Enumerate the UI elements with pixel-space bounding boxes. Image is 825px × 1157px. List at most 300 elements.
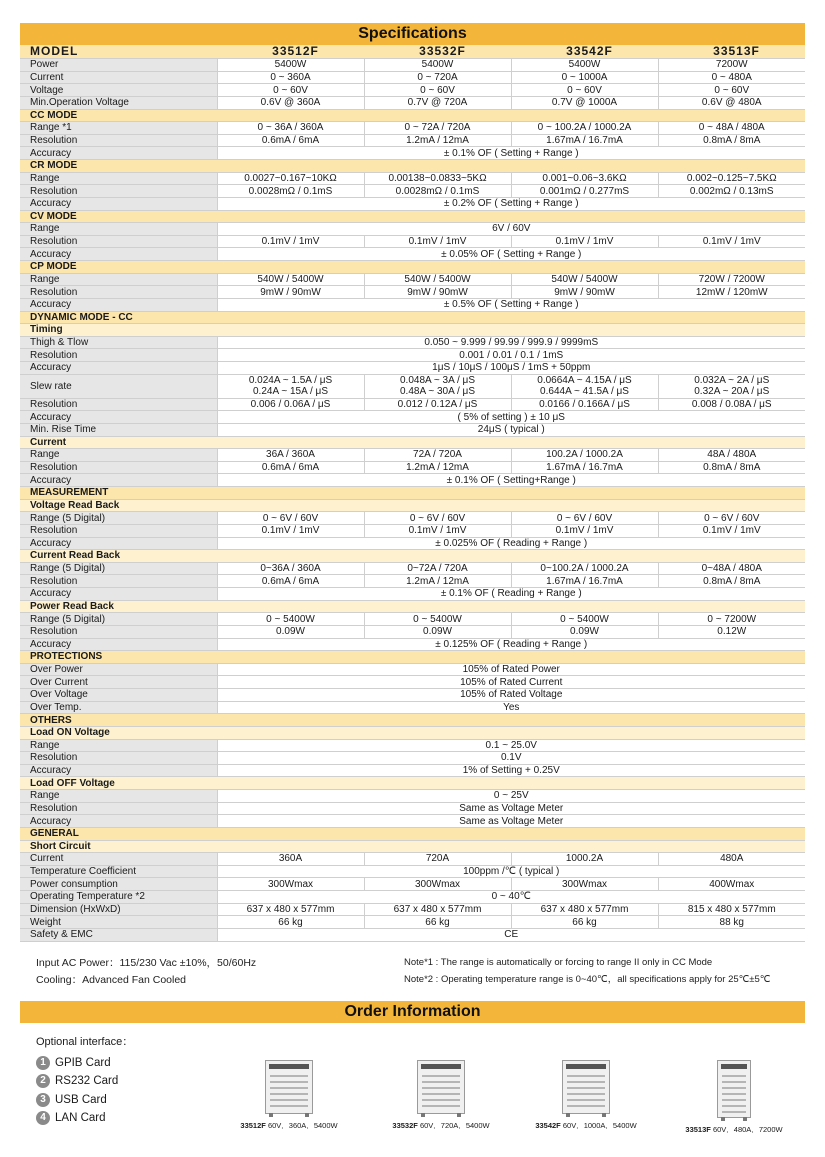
- spec-value: 0 ~ 5400W: [217, 613, 364, 626]
- spec-row-over-current: [20, 676, 805, 689]
- spec-value: 0.1mV / 1mV: [217, 524, 364, 537]
- spec-value: 0 ~ 40℃: [217, 891, 805, 904]
- spec-value: Same as Voltage Meter: [217, 815, 805, 828]
- spec-row-accuracy: [20, 298, 805, 311]
- spec-label: Resolution: [20, 349, 217, 362]
- subsection-header-current: [20, 436, 805, 449]
- spec-value: 0.1 ~ 25.0V: [217, 739, 805, 752]
- spec-value: 0.00138~0.0833~5KΩ: [364, 172, 511, 185]
- spec-label: Range: [20, 449, 217, 462]
- spec-row-accuracy: [20, 474, 805, 487]
- spec-value: 24μS ( typical ): [217, 423, 805, 436]
- spec-label: Range: [20, 790, 217, 803]
- spec-row-range: [20, 223, 805, 236]
- footnote-2: Note*2 : Operating temperature range is 0~40℃，all specifications apply for 25℃±5℃: [404, 973, 771, 985]
- spec-row-thigh-tlow: [20, 336, 805, 349]
- spec-label: Resolution: [20, 625, 217, 638]
- section-label: Timing: [20, 324, 805, 337]
- spec-value: 540W / 5400W: [364, 273, 511, 286]
- spec-value: 0.002~0.125~7.5KΩ: [658, 172, 805, 185]
- footnotes: [404, 955, 770, 988]
- spec-value: 0 ~ 6V / 60V: [217, 512, 364, 525]
- spec-label: Current: [20, 853, 217, 866]
- spec-label: Accuracy: [20, 248, 217, 261]
- spec-value-line: 0.048A ~ 3A / μS: [400, 375, 475, 387]
- spec-row-temperature-coefficient: [20, 865, 805, 878]
- spec-value: 5400W: [217, 59, 364, 72]
- spec-value: 0 ~ 48A / 480A: [658, 122, 805, 135]
- spec-label: Dimension (HxWxD): [20, 903, 217, 916]
- spec-value-line: 0.0664A ~ 4.15A / μS: [537, 375, 632, 387]
- spec-value: 540W / 5400W: [511, 273, 658, 286]
- spec-value: 0.006 / 0.06A / μS: [217, 398, 364, 411]
- optional-item-lan: [36, 1109, 118, 1127]
- spec-value: 0.09W: [217, 625, 364, 638]
- spec-value: 0 ~ 25V: [217, 790, 805, 803]
- spec-label: Accuracy: [20, 197, 217, 210]
- spec-label: Range (5 Digital): [20, 512, 217, 525]
- section-header-cc-mode: [20, 109, 805, 122]
- spec-label: Slew rate: [20, 374, 217, 398]
- optional-item-usb: [36, 1091, 118, 1109]
- spec-label: Weight: [20, 916, 217, 929]
- optional-item-label: LAN Card: [55, 1112, 106, 1125]
- spec-value: 0.8mA / 8mA: [658, 134, 805, 147]
- spec-value: 0.1mV / 1mV: [217, 235, 364, 248]
- specifications-body: [20, 45, 805, 941]
- product-33542f: [511, 1060, 661, 1131]
- spec-value: ± 0.1% OF ( Reading + Range ): [217, 588, 805, 601]
- model-header-row: [20, 45, 805, 59]
- product-model: 33513F: [685, 1125, 711, 1134]
- product-caption: [659, 1124, 809, 1135]
- spec-value: 6V / 60V: [217, 223, 805, 236]
- spec-value: 0.001mΩ / 0.277mS: [511, 185, 658, 198]
- spec-value: 66 kg: [511, 916, 658, 929]
- product-caption: [366, 1120, 516, 1131]
- spec-value: 1μS / 10μS / 100μS / 1mS + 50ppm: [217, 362, 805, 375]
- spec-label: Resolution: [20, 235, 217, 248]
- section-header-general: [20, 827, 805, 840]
- product-spec: 60V．720A．5400W: [419, 1121, 490, 1130]
- spec-label: Over Current: [20, 676, 217, 689]
- spec-label: Range (5 Digital): [20, 562, 217, 575]
- electronic-load-image: [265, 1060, 313, 1114]
- spec-value: 0.0028mΩ / 0.1mS: [217, 185, 364, 198]
- spec-label: Accuracy: [20, 298, 217, 311]
- section-label: Power Read Back: [20, 600, 805, 613]
- spec-row-resolution: [20, 802, 805, 815]
- spec-row-resolution: [20, 524, 805, 537]
- spec-value: 0 ~ 60V: [658, 84, 805, 97]
- spec-row-power-consumption: [20, 878, 805, 891]
- section-header-cr-mode: [20, 160, 805, 173]
- optional-item-label: USB Card: [55, 1093, 107, 1106]
- section-label: Current: [20, 436, 805, 449]
- spec-value: 0.001~0.06~3.6KΩ: [511, 172, 658, 185]
- spec-value: 1.67mA / 16.7mA: [511, 134, 658, 147]
- spec-value: 0.008 / 0.08A / μS: [658, 398, 805, 411]
- spec-value: 360A: [217, 853, 364, 866]
- spec-value: 0.09W: [511, 625, 658, 638]
- spec-value: 300Wmax: [217, 878, 364, 891]
- spec-value: 9mW / 90mW: [364, 286, 511, 299]
- section-label: Voltage Read Back: [20, 499, 805, 512]
- spec-value: 105% of Rated Power: [217, 663, 805, 676]
- spec-value: 0 ~ 100.2A / 1000.2A: [511, 122, 658, 135]
- model-header-label: MODEL: [20, 45, 217, 59]
- section-label: DYNAMIC MODE - CC: [20, 311, 805, 324]
- spec-label: Current: [20, 71, 217, 84]
- product-spec: 60V．360A．5400W: [267, 1121, 338, 1130]
- spec-value: 0.1mV / 1mV: [511, 235, 658, 248]
- spec-row-accuracy: [20, 638, 805, 651]
- subsection-header-voltage-read-back: [20, 499, 805, 512]
- number-badge-icon: 2: [36, 1074, 50, 1088]
- spec-value: 0.7V @ 720A: [364, 96, 511, 109]
- spec-row-range: [20, 739, 805, 752]
- product-33532f: [366, 1060, 516, 1131]
- spec-row-dimension-hxwxd: [20, 903, 805, 916]
- spec-value-line: 0.24A ~ 15A / μS: [253, 386, 328, 398]
- spec-row-resolution: [20, 185, 805, 198]
- spec-value: 0 ~ 5400W: [511, 613, 658, 626]
- spec-row-voltage: [20, 84, 805, 97]
- spec-value: 0~72A / 720A: [364, 562, 511, 575]
- spec-row-resolution: [20, 398, 805, 411]
- spec-value: 9mW / 90mW: [511, 286, 658, 299]
- spec-value: 0.001 / 0.01 / 0.1 / 1mS: [217, 349, 805, 362]
- product-caption: [511, 1120, 661, 1131]
- spec-value: 66 kg: [364, 916, 511, 929]
- spec-value: 0 ~ 72A / 720A: [364, 122, 511, 135]
- spec-value: 0.8mA / 8mA: [658, 461, 805, 474]
- section-label: Short Circuit: [20, 840, 805, 853]
- spec-label: Accuracy: [20, 537, 217, 550]
- spec-label: Resolution: [20, 134, 217, 147]
- section-header-protections: [20, 651, 805, 664]
- spec-value: Yes: [217, 701, 805, 714]
- spec-value: ± 0.05% OF ( Setting + Range ): [217, 248, 805, 261]
- spec-value: ± 0.1% OF ( Setting+Range ): [217, 474, 805, 487]
- spec-value: 637 x 480 x 577mm: [511, 903, 658, 916]
- spec-row-resolution: [20, 625, 805, 638]
- spec-label: Power consumption: [20, 878, 217, 891]
- spec-row-range: [20, 790, 805, 803]
- spec-value: 36A / 360A: [217, 449, 364, 462]
- spec-row-weight: [20, 916, 805, 929]
- spec-row-safety-emc: [20, 928, 805, 941]
- spec-row-accuracy: [20, 147, 805, 160]
- spec-value: [217, 374, 364, 398]
- number-badge-icon: 4: [36, 1111, 50, 1125]
- spec-value: 0.0028mΩ / 0.1mS: [364, 185, 511, 198]
- spec-row-resolution: [20, 752, 805, 765]
- spec-value: 72A / 720A: [364, 449, 511, 462]
- spec-label: Accuracy: [20, 362, 217, 375]
- section-header-dynamic-mode-cc: [20, 311, 805, 324]
- spec-value: 0.012 / 0.12A / μS: [364, 398, 511, 411]
- optional-item-gpib: [36, 1054, 118, 1072]
- spec-label: Accuracy: [20, 638, 217, 651]
- spec-value: 0.0166 / 0.166A / μS: [511, 398, 658, 411]
- spec-value: 720W / 7200W: [658, 273, 805, 286]
- section-label: CC MODE: [20, 109, 805, 122]
- spec-label: Accuracy: [20, 815, 217, 828]
- spec-row-accuracy: [20, 248, 805, 261]
- spec-value: 0.6mA / 6mA: [217, 575, 364, 588]
- spec-label: Accuracy: [20, 147, 217, 160]
- spec-value: 0.1mV / 1mV: [364, 235, 511, 248]
- cooling-note: Cooling：Advanced Fan Cooled: [36, 973, 187, 986]
- spec-label: Over Voltage: [20, 689, 217, 702]
- spec-value: 0~100.2A / 1000.2A: [511, 562, 658, 575]
- spec-value-line: 0.032A ~ 2A / μS: [694, 375, 770, 387]
- spec-value: [364, 374, 511, 398]
- spec-row-current: [20, 853, 805, 866]
- spec-value: 1000.2A: [511, 853, 658, 866]
- spec-value-line: 0.644A ~ 41.5A / μS: [540, 386, 629, 398]
- spec-label: Temperature Coefficient: [20, 865, 217, 878]
- spec-value: 637 x 480 x 577mm: [364, 903, 511, 916]
- spec-row-range-5-digital: [20, 512, 805, 525]
- optional-item-label: GPIB Card: [55, 1057, 111, 1070]
- spec-value: 0.0027~0.167~10KΩ: [217, 172, 364, 185]
- power-cooling-notes: [36, 955, 256, 988]
- spec-label: Accuracy: [20, 588, 217, 601]
- spec-value: 66 kg: [217, 916, 364, 929]
- spec-value: 0.002mΩ / 0.13mS: [658, 185, 805, 198]
- optional-interface-heading: Optional interface：: [36, 1036, 134, 1048]
- spec-value: ± 0.5% OF ( Setting + Range ): [217, 298, 805, 311]
- spec-value: 815 x 480 x 577mm: [658, 903, 805, 916]
- product-model: 33532F: [392, 1121, 418, 1130]
- spec-label: Resolution: [20, 752, 217, 765]
- spec-row-accuracy: [20, 815, 805, 828]
- spec-row-over-temp: [20, 701, 805, 714]
- spec-value: 48A / 480A: [658, 449, 805, 462]
- model-header-33512f: 33512F: [217, 45, 364, 59]
- spec-row-accuracy: [20, 411, 805, 424]
- spec-row-resolution: [20, 349, 805, 362]
- spec-value: 0.09W: [364, 625, 511, 638]
- section-label: OTHERS: [20, 714, 805, 727]
- spec-label: Range: [20, 273, 217, 286]
- spec-row-resolution: [20, 134, 805, 147]
- spec-row-accuracy: [20, 362, 805, 375]
- spec-value: 0.1mV / 1mV: [511, 524, 658, 537]
- spec-label: Power: [20, 59, 217, 72]
- spec-value: Same as Voltage Meter: [217, 802, 805, 815]
- spec-value: 0.1mV / 1mV: [658, 235, 805, 248]
- spec-value: 480A: [658, 853, 805, 866]
- spec-value: 100ppm /℃ ( typical ): [217, 865, 805, 878]
- product-model: 33542F: [535, 1121, 561, 1130]
- spec-value: 105% of Rated Voltage: [217, 689, 805, 702]
- spec-value: 0~48A / 480A: [658, 562, 805, 575]
- product-model: 33512F: [240, 1121, 266, 1130]
- spec-value: 0.12W: [658, 625, 805, 638]
- spec-row-range: [20, 273, 805, 286]
- spec-value: 0.1V: [217, 752, 805, 765]
- spec-value: 5400W: [511, 59, 658, 72]
- section-label: GENERAL: [20, 827, 805, 840]
- spec-label: Resolution: [20, 461, 217, 474]
- section-label: Current Read Back: [20, 550, 805, 563]
- subsection-header-current-read-back: [20, 550, 805, 563]
- spec-label: Voltage: [20, 84, 217, 97]
- spec-value: 637 x 480 x 577mm: [217, 903, 364, 916]
- spec-label: Resolution: [20, 524, 217, 537]
- model-header-33513f: 33513F: [658, 45, 805, 59]
- subsection-header-short-circuit: [20, 840, 805, 853]
- spec-value: 9mW / 90mW: [217, 286, 364, 299]
- spec-value: [511, 374, 658, 398]
- spec-label: Accuracy: [20, 474, 217, 487]
- subsection-header-power-read-back: [20, 600, 805, 613]
- section-header-measurement: [20, 487, 805, 500]
- electronic-load-image: [562, 1060, 610, 1114]
- spec-label: Over Temp.: [20, 701, 217, 714]
- specifications-table: [20, 45, 805, 942]
- spec-row-range-1: [20, 122, 805, 135]
- spec-row-resolution: [20, 575, 805, 588]
- spec-row-over-power: [20, 663, 805, 676]
- spec-label: Resolution: [20, 398, 217, 411]
- spec-value: 12mW / 120mW: [658, 286, 805, 299]
- spec-value: 0 ~ 7200W: [658, 613, 805, 626]
- spec-row-power: [20, 59, 805, 72]
- spec-label: Range: [20, 223, 217, 236]
- spec-label: Resolution: [20, 286, 217, 299]
- spec-row-resolution: [20, 235, 805, 248]
- spec-label: Range: [20, 739, 217, 752]
- spec-value: 0 ~ 5400W: [364, 613, 511, 626]
- spec-value: 0 ~ 720A: [364, 71, 511, 84]
- section-label: PROTECTIONS: [20, 651, 805, 664]
- spec-value: ± 0.125% OF ( Reading + Range ): [217, 638, 805, 651]
- spec-value: 300Wmax: [511, 878, 658, 891]
- spec-value: 0.8mA / 8mA: [658, 575, 805, 588]
- spec-label: Thigh & Tlow: [20, 336, 217, 349]
- spec-value: 100.2A / 1000.2A: [511, 449, 658, 462]
- spec-label: Operating Temperature *2: [20, 891, 217, 904]
- spec-label: Resolution: [20, 575, 217, 588]
- subsection-header-load-on-voltage: [20, 726, 805, 739]
- section-label: Load OFF Voltage: [20, 777, 805, 790]
- spec-row-resolution: [20, 461, 805, 474]
- product-caption: [214, 1120, 364, 1131]
- spec-value: 5400W: [364, 59, 511, 72]
- spec-row-current: [20, 71, 805, 84]
- spec-row-min-operation-voltage: [20, 96, 805, 109]
- section-label: Load ON Voltage: [20, 726, 805, 739]
- spec-row-accuracy: [20, 588, 805, 601]
- spec-value: 720A: [364, 853, 511, 866]
- spec-value: 0 ~ 60V: [511, 84, 658, 97]
- spec-value: 0 ~ 6V / 60V: [511, 512, 658, 525]
- spec-label: Range *1: [20, 122, 217, 135]
- spec-value: 1.67mA / 16.7mA: [511, 575, 658, 588]
- spec-value: 0.1mV / 1mV: [364, 524, 511, 537]
- spec-value: 0 ~ 60V: [364, 84, 511, 97]
- spec-row-operating-temperature-2: [20, 891, 805, 904]
- spec-row-accuracy: [20, 197, 805, 210]
- optional-item-rs232: [36, 1072, 118, 1090]
- spec-row-range: [20, 172, 805, 185]
- spec-value: 1.2mA / 12mA: [364, 134, 511, 147]
- spec-value: ± 0.2% OF ( Setting + Range ): [217, 197, 805, 210]
- spec-value: 0.1mV / 1mV: [658, 524, 805, 537]
- spec-row-range-5-digital: [20, 613, 805, 626]
- spec-value: 300Wmax: [364, 878, 511, 891]
- spec-value: ( 5% of setting ) ± 10 μS: [217, 411, 805, 424]
- spec-value: 1.2mA / 12mA: [364, 575, 511, 588]
- section-label: CV MODE: [20, 210, 805, 223]
- spec-value: 0.6mA / 6mA: [217, 134, 364, 147]
- section-header-cp-mode: [20, 261, 805, 274]
- order-information-title: Order Information: [20, 1001, 805, 1023]
- spec-value: ± 0.1% OF ( Setting + Range ): [217, 147, 805, 160]
- spec-value: 105% of Rated Current: [217, 676, 805, 689]
- product-33512f: [214, 1060, 364, 1131]
- product-33513f: [659, 1060, 809, 1135]
- number-badge-icon: 1: [36, 1056, 50, 1070]
- number-badge-icon: 3: [36, 1093, 50, 1107]
- spec-row-range: [20, 449, 805, 462]
- spec-value: 0.6mA / 6mA: [217, 461, 364, 474]
- spec-value: 0 ~ 480A: [658, 71, 805, 84]
- section-label: CR MODE: [20, 160, 805, 173]
- spec-row-slew-rate: [20, 374, 805, 398]
- subsection-header-load-off-voltage: [20, 777, 805, 790]
- spec-value: 0 ~ 6V / 60V: [364, 512, 511, 525]
- spec-label: Over Power: [20, 663, 217, 676]
- section-label: MEASUREMENT: [20, 487, 805, 500]
- model-header-33542f: 33542F: [511, 45, 658, 59]
- spec-value-line: 0.024A ~ 1.5A / μS: [248, 375, 333, 387]
- footnote-1: Note*1 : The range is automatically or forcing to range II only in CC Mode: [404, 957, 713, 968]
- spec-value: 540W / 5400W: [217, 273, 364, 286]
- spec-value: 0~36A / 360A: [217, 562, 364, 575]
- spec-value: ± 0.025% OF ( Reading + Range ): [217, 537, 805, 550]
- model-header-33532f: 33532F: [364, 45, 511, 59]
- spec-value: 1.67mA / 16.7mA: [511, 461, 658, 474]
- input-ac-power-note: Input AC Power：115/230 Vac ±10%，50/60Hz: [36, 957, 257, 969]
- spec-row-accuracy: [20, 537, 805, 550]
- spec-label: Resolution: [20, 802, 217, 815]
- section-header-others: [20, 714, 805, 727]
- spec-label: Resolution: [20, 185, 217, 198]
- spec-value: 7200W: [658, 59, 805, 72]
- section-header-cv-mode: [20, 210, 805, 223]
- subsection-header-timing: [20, 324, 805, 337]
- electronic-load-image: [717, 1060, 751, 1118]
- spec-row-accuracy: [20, 764, 805, 777]
- specifications-title: Specifications: [20, 23, 805, 45]
- spec-label: Range: [20, 172, 217, 185]
- spec-value: 0.6V @ 360A: [217, 96, 364, 109]
- spec-row-resolution: [20, 286, 805, 299]
- spec-label: Accuracy: [20, 764, 217, 777]
- spec-value-line: 0.48A ~ 30A / μS: [400, 386, 475, 398]
- spec-row-over-voltage: [20, 689, 805, 702]
- spec-value: 1.2mA / 12mA: [364, 461, 511, 474]
- spec-value: 0 ~ 6V / 60V: [658, 512, 805, 525]
- optional-interface-list: [36, 1054, 118, 1127]
- product-spec: 60V．1000A．5400W: [562, 1121, 637, 1130]
- spec-label: Min. Rise Time: [20, 423, 217, 436]
